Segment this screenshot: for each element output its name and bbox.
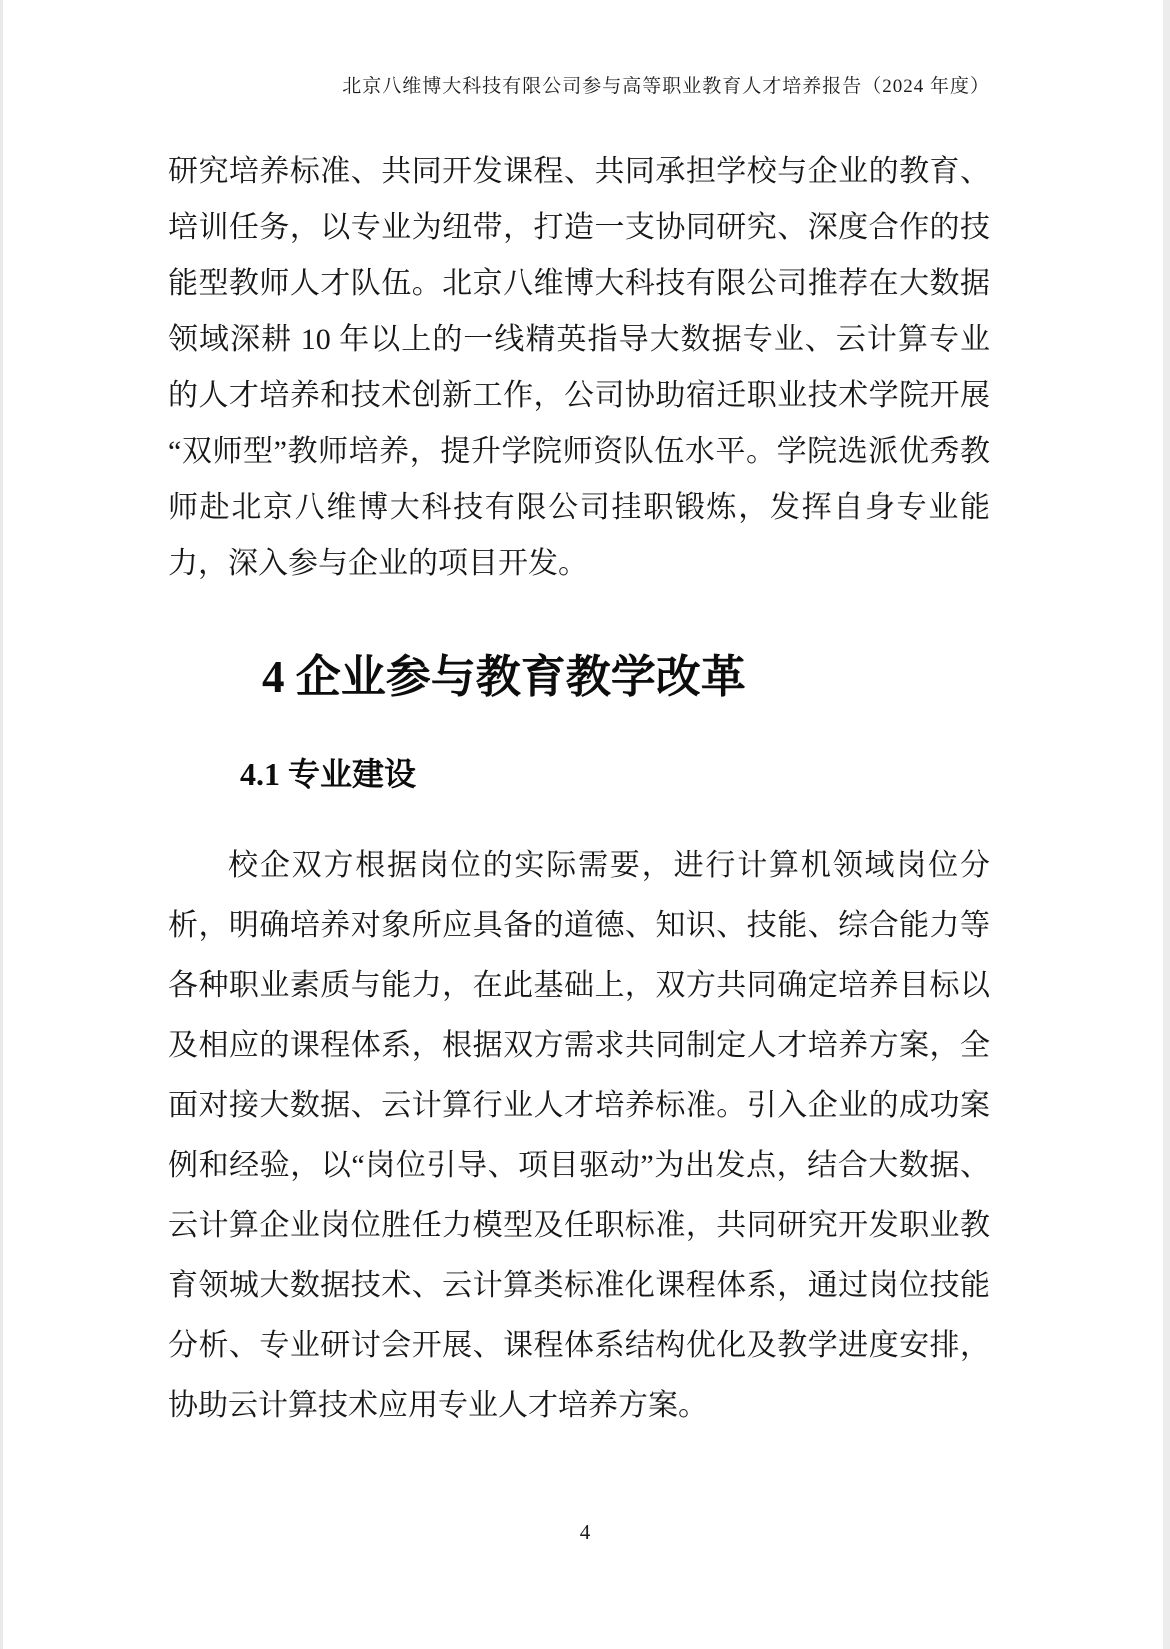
section-heading: 4 企业参与教育教学改革 [262, 652, 746, 702]
page-right-edge-shading [1163, 0, 1170, 1649]
body-paragraph-specialty-construction: 校企双方根据岗位的实际需要，进行计算机领域岗位分析，明确培养对象所应具备的道德、知识、技能、综合能力等各种职业素质与能力，在此基础上，双方共同确定培养目标以及相应的课程体系，根据双方需求共同制定人才培养方案，全面对接大数据、云计算行业人才培养标准。引入企业的成功案例和经验，以“岗位引导、项目驱动”为出发点，结合大数据、云计算企业岗位胜任力模型及任职标准，共同研究开发职业教育领城大数据技术、云计算类标准化课程体系，通过岗位技能分析、专业研讨会开展、课程体系结构优化及教学进度安排，协助云计算技术应用专业人才培养方案。 [168, 849, 990, 1422]
page-left-edge-shading [0, 0, 3, 1649]
page-number: 4 [579, 1520, 591, 1544]
page-content [168, 0, 990, 1436]
subsection-heading: 4.1 专业建设 [240, 756, 417, 792]
body-paragraph-continuation: 研究培养标准、共同开发课程、共同承担学校与企业的教育、培训任务，以专业为纽带，打造一支协同研究、深度合作的技能型教师人才队伍。北京八维博大科技有限公司推荐在大数据领域深耕 10 年以上的一线精英指导大数据专业、云计算专业的人才培养和技术创新工作，公司协助宿迁职业技术学院开展“双师型”教师培养，提升学院师资队伍水平。学院选派优秀教师赴北京八维博大科技有限公司挂职锻炼，发挥自身专业能力，深入参与企业的项目开发。 [168, 155, 990, 580]
running-header: 北京八维博大科技有限公司参与高等职业教育人才培养报告（2024 年度） [342, 76, 990, 97]
